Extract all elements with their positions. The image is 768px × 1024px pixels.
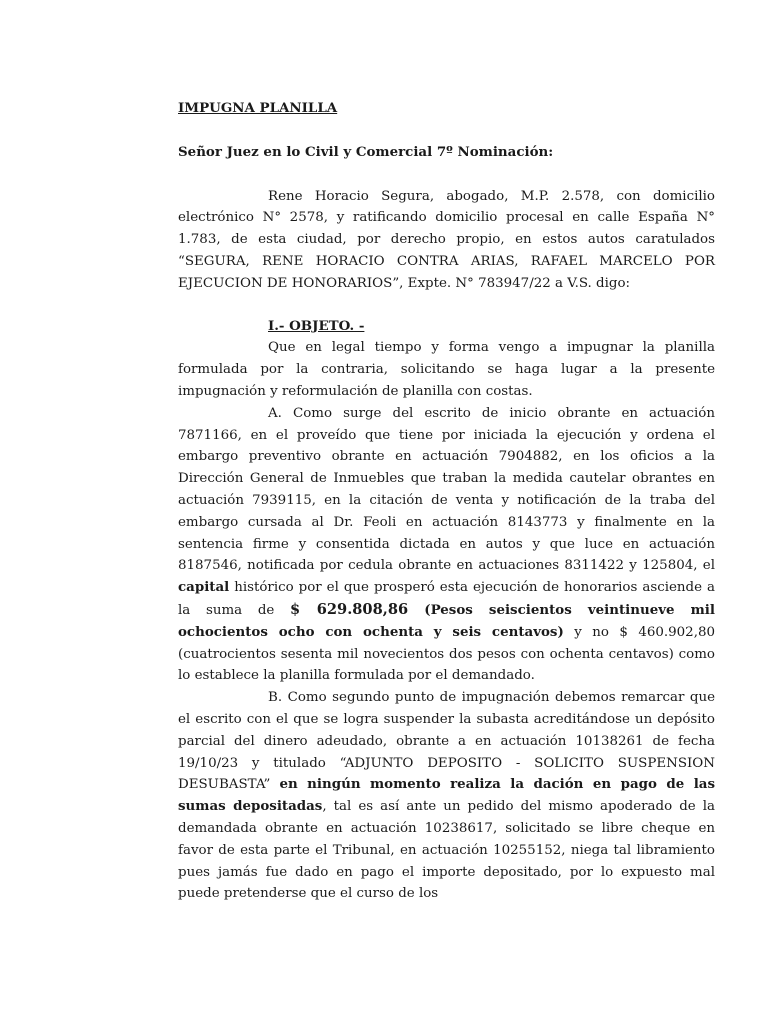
addressee-line: Señor Juez en lo Civil y Comercial 7º Nominación:	[178, 143, 554, 160]
document-title: IMPUGNA PLANILLA	[178, 100, 338, 116]
paragraph-b-text-1: B. Como segundo punto de impugnación debemos remarcar que el escrito con el que se logra suspender la subasta acreditándose un depósito parcial del dinero adeudado, obrante a en actuación 10138261 de fecha 19/10/23 y titulado “ADJUNTO DEPOSITO - SOLICITO SUSPENSION DESUBASTA”	[178, 690, 715, 793]
section-heading-objeto: I.- OBJETO. -	[268, 317, 365, 334]
document-page	[178, 98, 715, 905]
paragraph-b	[178, 687, 715, 905]
paragraph-a	[178, 403, 715, 687]
objeto-paragraph: Que en legal tiempo y forma vengo a impugnar la planilla formulada por la contraria, solicitando se haga lugar a la presente impugnación y reformulación de planilla con costas.	[178, 340, 715, 399]
paragraph-a-text-1: A. Como surge del escrito de inicio obrante en actuación 7871166, en el proveído que tiene por iniciada la ejecución y ordena el embargo preventivo obrante en actuación 7904882, en los oficios a la Dirección General de Inmuebles que traban la medida cautelar obrantes en actuación 7939115, en la citación de venta y notificación de la traba del embargo cursada al Dr. Feoli en actuación 8143773 y finalmente en la sentencia firme y consentida dictada en autos y que luce en actuación 8187546, notificada por cedula obrante en actuaciones 8311422 y 125804, el	[178, 405, 715, 574]
dacion-bold: en ningún momento realiza la dación en pago de las sumas depositadas	[178, 776, 716, 815]
paragraph-a-text-2: histórico por el que prosperó esta ejecución de honorarios asciende a la suma de	[178, 580, 715, 618]
paragraph-b-text-2: , tal es así ante un pedido del mismo apoderado de la demandada obrante en actuación 10238617, solicitado se libre cheque en favor de esta parte el Tribunal, en actuación 10255152, niega tal libramiento pues jamás fue dado en pago el importe depositado, por lo expuesto mal puede pretenderse que el curso de los	[178, 799, 715, 902]
intro-paragraph: Rene Horacio Segura, abogado, M.P. 2.578, con domicilio electrónico N° 2578, y ratificando domicilio procesal en calle España N° 1.783, de esta ciudad, por derecho propio, en estos autos caratulados “SEGURA, RENE HORACIO CONTRA ARIAS, RAFAEL MARCELO POR EJECUCION DE HONORARIOS”, Expte. N° 783947/22 a V.S. digo:	[178, 188, 715, 291]
paragraph-a-text-3: y no $ 460.902,80 (cuatrocientos sesenta mil novecientos dos pesos con ochenta centavos) como lo establece la planilla formulada por el demandado.	[178, 624, 715, 684]
capital-amount: $ 629.808,86	[290, 600, 409, 618]
capital-amount-words: (Pesos seiscientos veintinueve mil ochocientos ocho con ochenta y seis centavos)	[178, 601, 715, 640]
capital-bold: capital	[178, 579, 230, 596]
